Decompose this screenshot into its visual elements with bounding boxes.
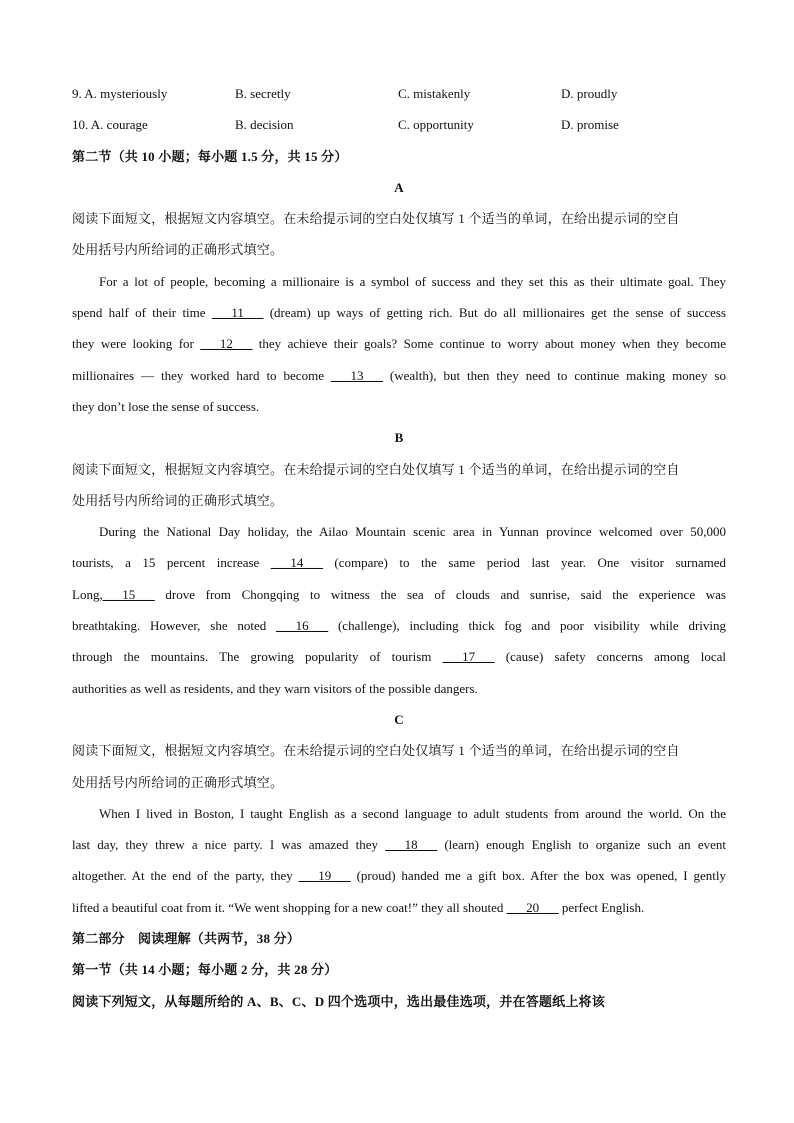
passage-c-line1: When I lived in Boston, I taught English as a second language to adult students from around the world. On the bbox=[99, 805, 726, 821]
instruction-c-line2: 处用括号内所给词的正确形式填空。 bbox=[72, 774, 284, 790]
instruction-c-line1: 阅读下面短文，根据短文内容填空。在未给提示词的空白处仅填写 1 个适当的单词，在给出提示词的空自 bbox=[72, 743, 680, 759]
text: last day, they threw a nice party. I was amazed they bbox=[72, 837, 386, 853]
passage-b-line4 bbox=[72, 610, 726, 641]
exam-page bbox=[72, 78, 726, 1017]
blank-15[interactable]: ___15___ bbox=[102, 586, 155, 602]
text: (compare) to the same period last year. One visitor surnamed bbox=[322, 555, 726, 571]
option-10a: 10. A. courage bbox=[72, 117, 148, 133]
passage-b-line2 bbox=[72, 547, 726, 578]
part2-instruction: 阅读下列短文，从每题所给的 A、B、C、D 四个选项中，选出最佳选项，并在答题纸上将该 bbox=[72, 993, 605, 1009]
text: (learn) enough English to organize such an event bbox=[437, 837, 726, 853]
text: they were looking for bbox=[72, 336, 201, 352]
option-10c: C. opportunity bbox=[398, 117, 474, 133]
option-9b: B. secretly bbox=[235, 86, 291, 101]
instruction-b-line1: 阅读下面短文，根据短文内容填空。在未给提示词的空白处仅填写 1 个适当的单词，在给出提示词的空自 bbox=[72, 461, 680, 477]
passage-b-line5 bbox=[72, 641, 726, 672]
passage-c-label: C bbox=[394, 711, 404, 727]
text: (cause) safety concerns among local bbox=[494, 649, 726, 665]
blank-11[interactable]: ___11___ bbox=[211, 305, 264, 321]
text: through the mountains. The growing popularity of tourism bbox=[72, 649, 443, 665]
text: (proud) handed me a gift box. After the box was opened, I gently bbox=[350, 868, 726, 884]
blank-18[interactable]: ___18___ bbox=[385, 837, 438, 853]
passage-a-line1: For a lot of people, becoming a millionaire is a symbol of success and they set this as their ultimate goal. They bbox=[99, 273, 726, 289]
passage-a-label: A bbox=[394, 179, 404, 195]
text: lifted a beautiful coat from it. “We went shopping for a new coat!” they all shouted bbox=[72, 899, 507, 915]
option-9a: 9. A. mysteriously bbox=[72, 86, 168, 101]
passage-a-line5: they don’t lose the sense of success. bbox=[72, 398, 260, 414]
blank-20[interactable]: ___20___ bbox=[506, 899, 559, 915]
text: drove from Chongqing to witness the sea of clouds and sunrise, said the experience was bbox=[154, 586, 726, 602]
passage-b-line6: authorities as well as residents, and they warn visitors of the possible dangers. bbox=[72, 680, 478, 696]
option-10d: D. promise bbox=[561, 117, 619, 133]
text: altogether. At the end of the party, they bbox=[72, 868, 299, 884]
passage-a-line3 bbox=[72, 328, 726, 359]
instruction-a-line2: 处用括号内所给词的正确形式填空。 bbox=[72, 242, 284, 258]
passage-a-line4 bbox=[72, 360, 726, 391]
passage-c-line2 bbox=[72, 829, 726, 860]
text: perfect English. bbox=[558, 899, 645, 915]
option-9d: D. proudly bbox=[561, 86, 618, 101]
part2-heading: 第二部分 阅读理解（共两节，38 分） bbox=[72, 931, 301, 947]
instruction-b-line2: 处用括号内所给词的正确形式填空。 bbox=[72, 492, 284, 508]
instruction-a-line1: 阅读下面短文，根据短文内容填空。在未给提示词的空白处仅填写 1 个适当的单词，在给出提示词的空自 bbox=[72, 211, 680, 227]
blank-14[interactable]: ___14___ bbox=[270, 555, 323, 571]
blank-17[interactable]: ___17___ bbox=[442, 649, 495, 665]
passage-b-line1: During the National Day holiday, the Ailao Mountain scenic area in Yunnan province welcomed over 50,000 bbox=[99, 524, 726, 540]
option-row-9 bbox=[72, 78, 726, 109]
text: (dream) up ways of getting rich. But do all millionaires get the sense of success bbox=[263, 305, 726, 321]
passage-c-line4 bbox=[72, 892, 726, 923]
passage-b-line3 bbox=[72, 579, 726, 610]
text: tourists, a 15 percent increase bbox=[72, 555, 271, 571]
text: breathtaking. However, she noted bbox=[72, 618, 277, 634]
text: they achieve their goals? Some continue to worry about money when they become bbox=[252, 336, 726, 352]
option-10b: B. decision bbox=[235, 117, 294, 133]
text: (challenge), including thick fog and poor visibility while driving bbox=[328, 618, 726, 634]
section-heading: 第二节（共 10 小题；每小题 1.5 分，共 15 分） bbox=[72, 148, 348, 164]
passage-a-line2 bbox=[72, 297, 726, 328]
passage-b-label: B bbox=[394, 430, 404, 446]
passage-c-line3 bbox=[72, 860, 726, 891]
text: (wealth), but then they need to continue making money so bbox=[382, 367, 726, 383]
part2-sub-heading: 第一节（共 14 小题；每小题 2 分，共 28 分） bbox=[72, 962, 338, 978]
blank-16[interactable]: ___16___ bbox=[276, 618, 329, 634]
option-row-10 bbox=[72, 109, 726, 140]
blank-13[interactable]: ___13___ bbox=[330, 367, 383, 383]
blank-12[interactable]: ___12___ bbox=[200, 336, 253, 352]
text: Long, bbox=[72, 586, 103, 602]
text: millionaires — they worked hard to become bbox=[72, 367, 331, 383]
option-9c: C. mistakenly bbox=[398, 86, 471, 101]
blank-19[interactable]: ___19___ bbox=[298, 868, 351, 884]
text: spend half of their time bbox=[72, 305, 212, 321]
